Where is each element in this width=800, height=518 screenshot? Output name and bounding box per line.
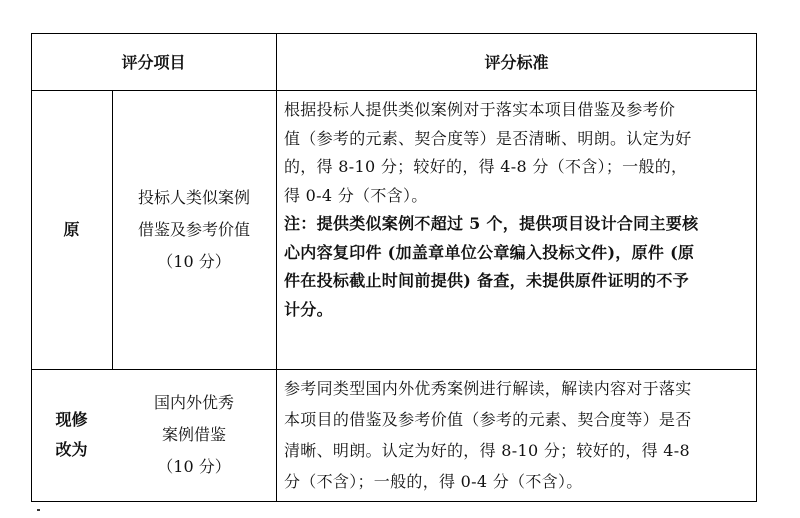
table-border-bottom — [31, 501, 757, 502]
header-standard — [276, 33, 757, 90]
row-original-label — [31, 90, 112, 369]
standard-line: 参考同类型国内外优秀案例进行解读，解读内容对于落实 — [284, 379, 692, 398]
header-item-label: 评分项目 — [121, 53, 186, 72]
side-label-line: 原 — [63, 219, 80, 239]
row-revised-label — [31, 369, 112, 501]
item-line: 投标人类似案例 — [137, 187, 250, 207]
item-line: 借鉴及参考价值 — [137, 219, 250, 239]
row-original-standard — [276, 90, 757, 369]
row-revised-standard — [276, 369, 757, 501]
side-label-line: 现修 — [55, 410, 88, 429]
row-original-item — [112, 90, 276, 369]
note-line: 注：提供类似案例不超过 5 个，提供项目设计合同主要核 — [284, 214, 699, 233]
header-item — [31, 33, 276, 90]
side-label-line: 改为 — [55, 440, 88, 459]
stray-mark — [37, 509, 40, 511]
standard-line: 根据投标人提供类似案例对于落实本项目借鉴及参考价 — [284, 100, 676, 119]
header-standard-label: 评分标准 — [484, 53, 549, 72]
note-line: 件在投标截止时间前提供) 备查，未提供原件证明的不予 — [284, 271, 689, 290]
standard-line: 分（不含）；一般的，得 0-4 分（不含）。 — [284, 472, 583, 491]
row-revised-item — [112, 369, 276, 501]
scoring-table — [31, 33, 757, 502]
item-line: （10 分） — [157, 251, 231, 271]
standard-line: 本项目的借鉴及参考价值（参考的元素、契合度等）是否 — [284, 410, 692, 429]
standard-line: 值（参考的元素、契合度等）是否清晰、明朗。认定为好 — [284, 128, 692, 148]
standard-line: 清晰、明朗。认定为好的，得 8-10 分；较好的，得 4-8 — [284, 441, 690, 460]
standard-line: 得 0-4 分（不含）。 — [284, 185, 428, 205]
standard-line: 的，得 8-10 分；较好的，得 4-8 分（不含）；一般的， — [284, 157, 688, 176]
item-line: （10 分） — [157, 457, 231, 476]
note-line: 计分。 — [284, 299, 333, 319]
note-line: 心内容复印件 (加盖章单位公章编入投标文件)，原件 (原 — [284, 242, 695, 262]
item-line: 案例借鉴 — [161, 425, 226, 444]
item-line: 国内外优秀 — [153, 393, 234, 412]
